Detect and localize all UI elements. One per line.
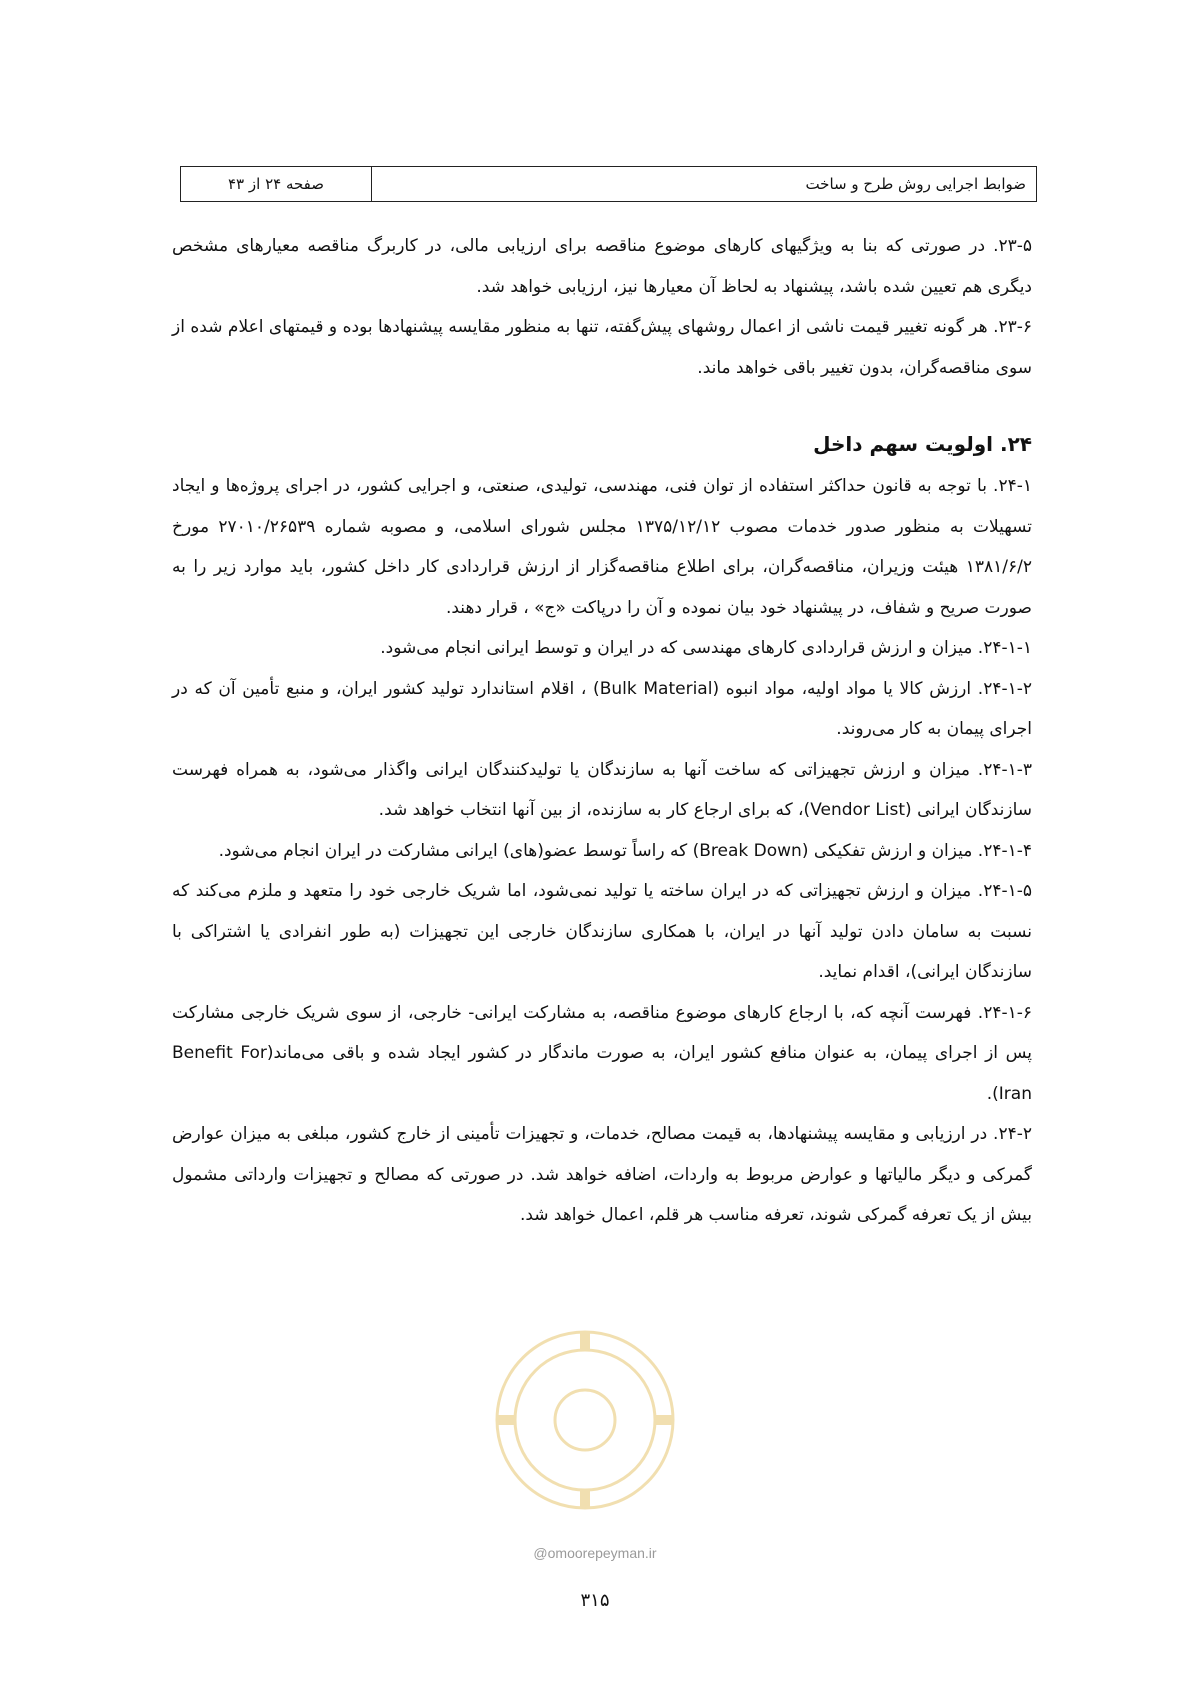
paragraph-23-6: ۲۳-۶. هر گونه تغییر قیمت ناشی از اعمال روشهای پیش‌گفته، تنها به منظور مقایسه پیشنهادها بوده و قیمتهای اعلام شده از سوی مناقصه‌گران، بدون تغییر باقی خواهد ماند. [172, 317, 1032, 378]
section-heading: ۲۴. اولویت سهم داخل [813, 432, 1032, 456]
page-header [180, 166, 1037, 202]
paragraph-24-1-6: ۲۴-۱-۶. فهرست آنچه که، با ارجاع کارهای موضوع مناقصه، به مشارکت ایرانی- خارجی، از سوی شریک خارجی مشارکت پس از اجرای پیمان، به عنوان منافع کشور ایران، به صورت ماندگار در کشور ایجاد شده و باقی می‌ماند(Benefit For Iran). [172, 1002, 1033, 1104]
paragraph-24-1-4: ۲۴-۱-۴. میزان و ارزش تفکیکی (Break Down) که راساً توسط عضو(های) ایرانی مشارکت در ایران انجام می‌شود. [218, 840, 1032, 861]
paragraph-24-2: ۲۴-۲. در ارزیابی و مقایسه پیشنهادها، به قیمت مصالح، خدمات، و تجهیزات تأمینی از خارج کشور، مبلغی به میزان عوارض گمرکی و دیگر مالیاتها و عوارض مربوط به واردات، اضافه خواهد شد. در صورتی که مصالح و تجهیزات وارداتی مشمول بیش از یک تعرفه گمرکی شوند، تعرفه مناسب هر قلم، اعمال خواهد شد. [172, 1124, 1032, 1225]
paragraph-24-1-5: ۲۴-۱-۵. میزان و ارزش تجهیزاتی که در ایران ساخته یا تولید نمی‌شود، اما شریک خارجی خود را متعهد و ملزم می‌کند که نسبت به سامان دادن تولید آنها در ایران، با همکاری سازندگان خارجی این تجهیزات (به طور انفرادی یا اشتراکی با سازندگان ایرانی)، اقدام نماید. [172, 881, 1032, 982]
page-reference: صفحه ۲۴ از ۴۳ [227, 175, 325, 193]
paragraph-23-5: ۲۳-۵. در صورتی که بنا به ویژگیهای کارهای موضوع مناقصه برای ارزیابی مالی، در کاربرگ مناقصه معیارهای مشخص دیگری هم تعیین شده باشد، پیشنهاد به لحاظ آن معیارها نیز، ارزیابی خواهد شد. [172, 236, 1032, 297]
paragraph-24-1: ۲۴-۱. با توجه به قانون حداکثر استفاده از توان فنی، مهندسی، تولیدی، صنعتی، و اجرایی کشور، در اجرای پروژه‌ها و ایجاد تسهیلات به منظور صدور خدمات مصوب ۱۳۷۵/۱۲/۱۲ مجلس شورای اسلامی، و مصوبه شماره ۲۷۰۱۰/۲۶۵۳۹ مورخ ۱۳۸۱/۶/۲ هیئت وزیران، مناقصه‌گران، برای اطلاع مناقصه‌گزار از ارزش قراردادی کار داخل کشور، باید موارد زیر را به صورت صریح و شفاف، در پیشنهاد خود بیان نموده و آن را درپاکت «ج» ، قرار دهند. [172, 476, 1033, 618]
document-title: ضوابط اجرایی روش طرح و ساخت [371, 167, 1036, 201]
paragraph-24-1-2: ۲۴-۱-۲. ارزش کالا یا مواد اولیه، مواد انبوه (Bulk Material) ، اقلام استاندارد تولید کشور ایران، و منبع تأمین آن که در اجرای پیمان به کار می‌روند. [172, 678, 1032, 739]
watermark-logo [490, 1325, 680, 1515]
document-body [172, 226, 1032, 1236]
paragraph-24-1-1: ۲۴-۱-۱. میزان و ارزش قراردادی کارهای مهندسی که در ایران و توسط ایرانی انجام می‌شود. [380, 638, 1032, 658]
watermark-url: @omoorepeyman.ir [533, 1545, 657, 1561]
page-number: ۳۱۵ [580, 1590, 610, 1611]
paragraph-24-1-3: ۲۴-۱-۳. میزان و ارزش تجهیزاتی که ساخت آنها به سازندگان یا تولیدکنندگان ایرانی واگذار می‌شود، به همراه فهرست سازندگان ایرانی (Vendor List)، که برای ارجاع کار به سازنده، از بین آنها انتخاب خواهد شد. [172, 759, 1032, 820]
